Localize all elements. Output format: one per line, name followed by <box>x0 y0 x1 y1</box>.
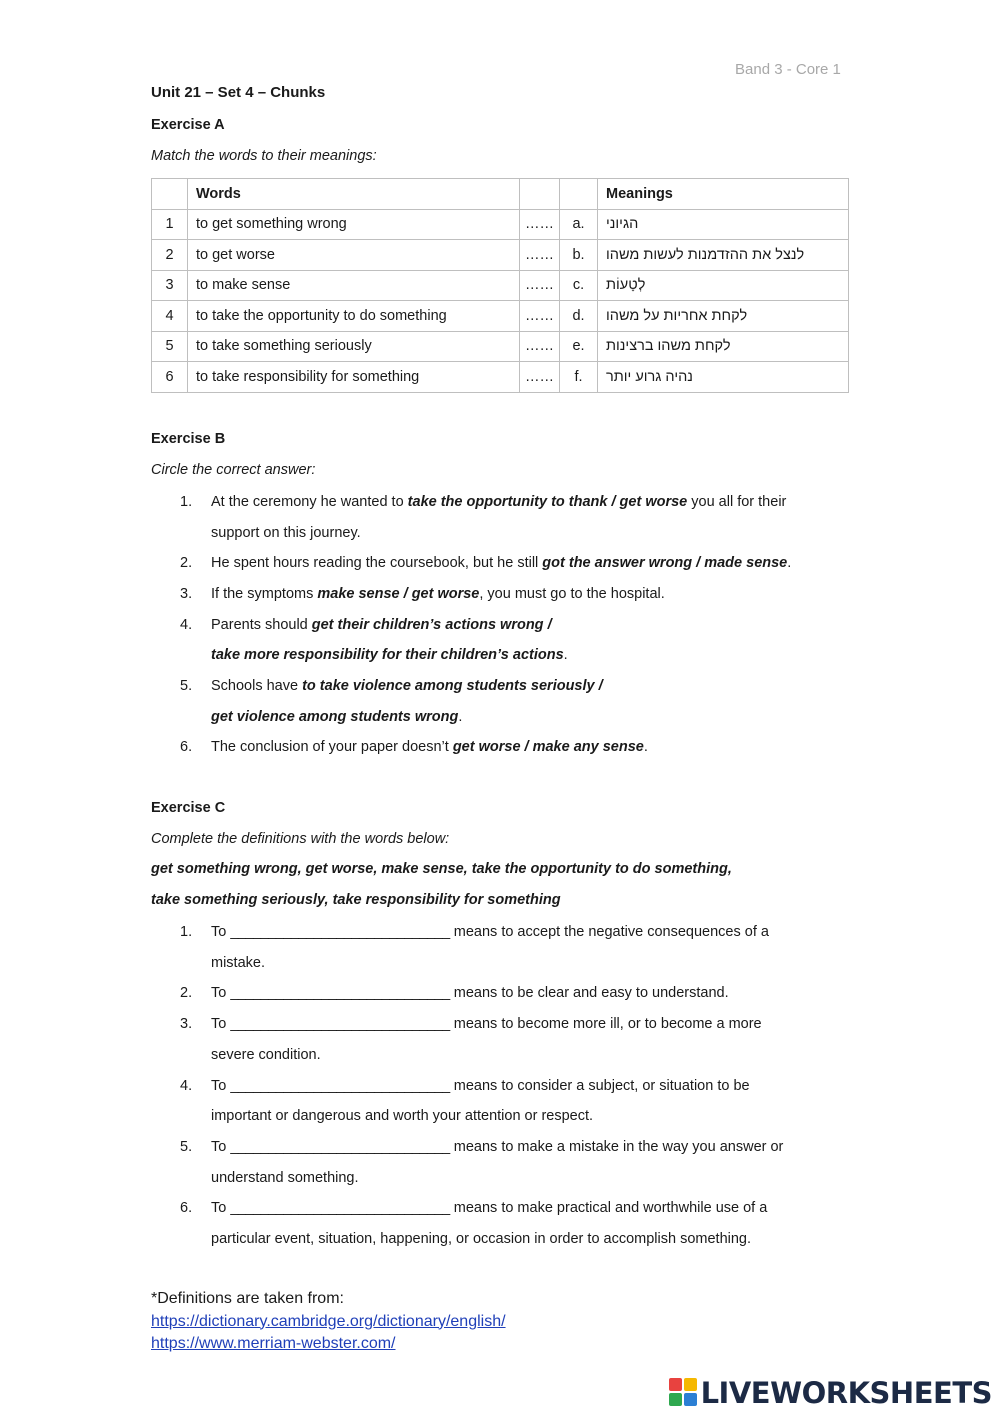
table-row: 3 to make sense …… c. לְטָעוֹת <box>152 270 849 301</box>
fill-in-blank[interactable]: _____________________________ <box>230 1139 450 1155</box>
band-label: Band 3 - Core 1 <box>735 61 841 78</box>
answer-choice[interactable]: got the answer wrong / made sense <box>542 555 788 571</box>
exercise-c-instruction: Complete the definitions with the words below: <box>151 831 450 847</box>
fill-in-blank[interactable]: _____________________________ <box>230 924 450 940</box>
answer-choice[interactable]: get worse / make any sense <box>452 739 644 755</box>
sources-footer <box>151 1288 506 1356</box>
answer-choice[interactable]: get their children’s actions wrong / <box>311 616 552 633</box>
table-row: 6 to take responsibility for something …… f. נהיה גרוע יותר <box>152 362 849 393</box>
answer-choice[interactable]: get violence among students wrong <box>211 708 459 725</box>
table-row: 2 to get worse …… b. לנצל את ההזדמנות לעשות משהו <box>152 240 849 271</box>
answer-blank[interactable]: …… <box>520 331 560 362</box>
answer-choice[interactable]: make sense / get worse <box>317 585 480 602</box>
answer-blank[interactable]: …… <box>520 209 560 240</box>
answer-choice[interactable]: to take violence among students seriously / <box>302 678 603 694</box>
exercise-a-heading: Exercise A <box>151 117 225 133</box>
answer-choice[interactable]: take more responsibility for their children’s actions <box>211 647 564 663</box>
fill-in-blank[interactable]: _____________________________ <box>230 1200 450 1216</box>
answer-blank[interactable]: …… <box>520 301 560 332</box>
answer-choice[interactable]: take the opportunity to thank / get worse <box>407 494 688 510</box>
brand-name: LIVEWORKSHEETS <box>700 1376 992 1410</box>
table-row: 4 to take the opportunity to do something …… d. לקחת אחריות על משהו <box>152 301 849 332</box>
exercise-c-heading: Exercise C <box>151 800 226 816</box>
fill-in-blank[interactable]: _____________________________ <box>230 1077 450 1094</box>
exercise-b-heading: Exercise B <box>151 431 226 447</box>
fill-in-blank[interactable]: _____________________________ <box>230 985 450 1001</box>
exercise-a-instruction: Match the words to their meanings: <box>151 148 377 164</box>
table-row: 5 to take something seriously …… e. לקחת משהו ברצינות <box>152 331 849 362</box>
sources-note: *Definitions are taken from: <box>151 1290 344 1307</box>
fill-in-blank[interactable]: _____________________________ <box>230 1016 450 1032</box>
liveworksheets-logo-icon <box>669 1378 699 1408</box>
word-bank-line-2: take something seriously, take responsibility for something <box>151 892 561 908</box>
page-title: Unit 21 – Set 4 – Chunks <box>151 84 326 101</box>
answer-blank[interactable]: …… <box>520 240 560 271</box>
answer-blank[interactable]: …… <box>520 270 560 301</box>
exercise-b-instruction: Circle the correct answer: <box>151 462 316 478</box>
liveworksheets-brand <box>669 1376 992 1410</box>
matching-table <box>151 178 849 393</box>
answer-blank[interactable]: …… <box>520 362 560 393</box>
cambridge-link[interactable]: https://dictionary.cambridge.org/dictionary/english/ <box>151 1312 506 1330</box>
words-column-header: Words <box>188 179 520 210</box>
merriam-webster-link[interactable]: https://www.merriam-webster.com/ <box>151 1335 396 1352</box>
meanings-column-header: Meanings <box>598 179 849 210</box>
table-row: 1 to get something wrong …… a. הגיוני <box>152 209 849 240</box>
word-bank-line-1: get something wrong, get worse, make sense, take the opportunity to do something, <box>151 861 732 877</box>
table-header-row <box>152 179 849 210</box>
